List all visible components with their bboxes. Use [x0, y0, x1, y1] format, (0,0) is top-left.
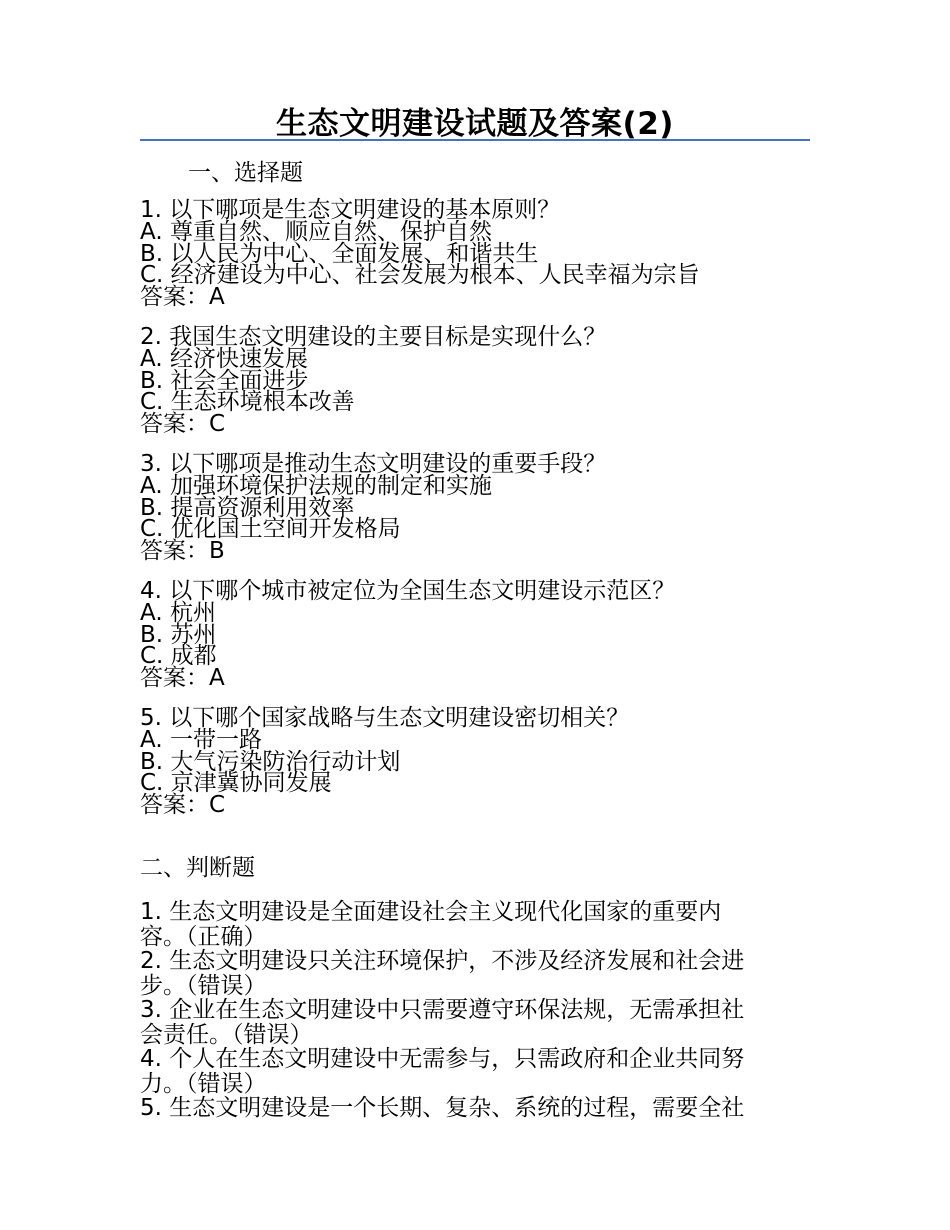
- question-block: [140, 197, 820, 311]
- option-c: C. 经济建设为中心、社会发展为根本、人民幸福为宗旨: [140, 262, 700, 289]
- statement-line: 4. 个人在生态文明建设中无需参与，只需政府和企业共同努: [140, 1046, 745, 1072]
- true-false-list: [140, 900, 790, 1121]
- option-c: C. 优化国土空间开发格局: [140, 516, 401, 543]
- question-block: [140, 577, 820, 692]
- statement-line: 2. 生态文明建设只关注环境保护，不涉及经济发展和社会进: [140, 948, 745, 974]
- option-c: C. 成都: [140, 643, 217, 670]
- option-b: B. 大气污染防治行动计划: [140, 748, 401, 775]
- option-b: B. 苏州: [140, 621, 217, 648]
- statement-line: 3. 企业在生态文明建设中只需要遵守环保法规，无需承担社: [140, 997, 745, 1023]
- title-underline: [140, 139, 810, 141]
- answer: 答案：B: [140, 538, 225, 565]
- question-block: [140, 704, 820, 819]
- question-stem: 3. 以下哪项是推动生态文明建设的重要手段？: [140, 450, 607, 477]
- section-heading-multiple-choice: 一、选择题: [188, 160, 303, 186]
- statement-line: 力。（错误）: [140, 1070, 267, 1097]
- answer: 答案：C: [140, 792, 226, 819]
- document-title: 生态文明建设试题及答案(2): [276, 106, 674, 142]
- question-stem: 4. 以下哪个城市被定位为全国生态文明建设示范区？: [140, 577, 676, 604]
- answer: 答案：A: [140, 665, 225, 692]
- statement-line: 会责任。（错误）: [140, 1021, 313, 1048]
- option-a: A. 经济快速发展: [140, 345, 308, 372]
- option-a: A. 尊重自然、顺应自然、保护自然: [140, 218, 492, 245]
- statement-line: 5. 生态文明建设是一个长期、复杂、系统的过程，需要全社: [140, 1095, 745, 1121]
- option-c: C. 生态环境根本改善: [140, 389, 355, 416]
- question-stem: 2. 我国生态文明建设的主要目标是实现什么？: [140, 323, 607, 350]
- option-b: B. 以人民为中心、全面发展、和谐共生: [140, 240, 539, 267]
- option-a: A. 加强环境保护法规的制定和实施: [140, 472, 492, 499]
- option-c: C. 京津冀协同发展: [140, 770, 332, 797]
- option-a: A. 一带一路: [140, 726, 262, 753]
- statement-line: 步。（错误）: [140, 972, 267, 999]
- question-stem: 1. 以下哪项是生态文明建设的基本原则？: [140, 197, 561, 223]
- option-b: B. 提高资源利用效率: [140, 494, 355, 521]
- question-block: [140, 450, 820, 565]
- question-block: [140, 323, 820, 438]
- option-b: B. 社会全面进步: [140, 367, 309, 394]
- question-stem: 5. 以下哪个国家战略与生态文明建设密切相关？: [140, 704, 630, 731]
- statement-line: 容。（正确）: [140, 923, 267, 950]
- answer: 答案：A: [140, 284, 225, 311]
- option-a: A. 杭州: [140, 599, 216, 626]
- answer: 答案：C: [140, 411, 226, 438]
- section-heading-true-false: 二、判断题: [140, 855, 255, 881]
- statement-line: 1. 生态文明建设是全面建设社会主义现代化国家的重要内: [140, 899, 722, 925]
- multiple-choice-list: [140, 197, 820, 835]
